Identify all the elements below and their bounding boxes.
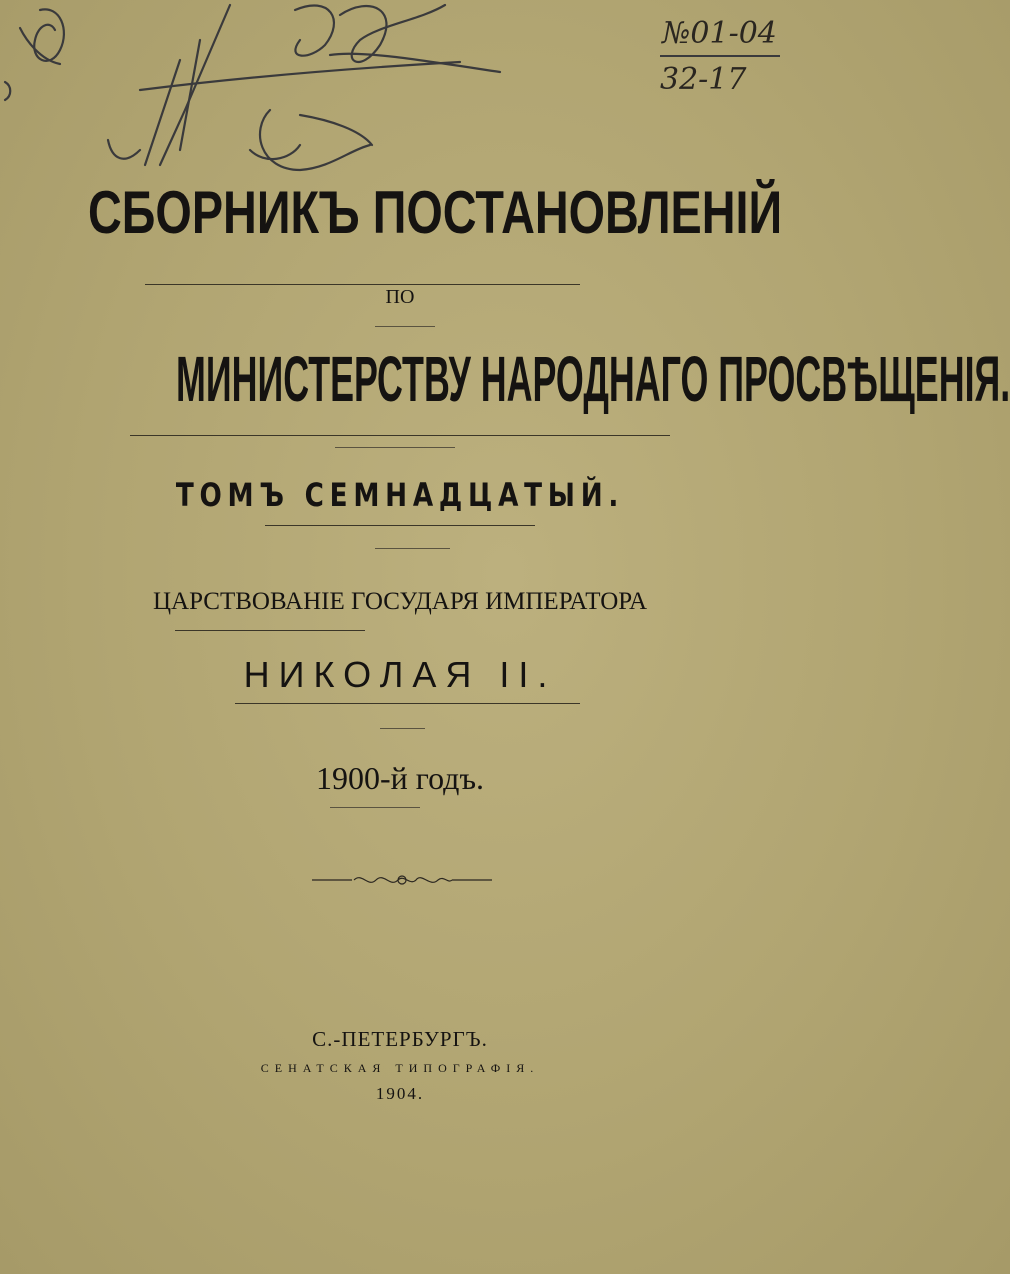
ministry-title: МИНИСТЕРСТВУ НАРОДНАГО ПРОСВѢЩЕНІЯ.	[176, 343, 1010, 415]
collection-title: СБОРНИКЪ ПОСТАНОВЛЕНІЙ	[88, 179, 783, 246]
reign-text: ЦАРСТВОВАНІЕ ГОСУДАРЯ ИМПЕРАТОРА	[152, 588, 648, 615]
divider-rule	[235, 703, 580, 704]
divider-rule	[380, 728, 425, 729]
preposition-text: ПО	[385, 286, 415, 308]
imprint-year: 1904.	[375, 1084, 425, 1103]
shelfmark-underline	[660, 55, 780, 57]
emperor-name: НИКОЛАЯ II.	[243, 654, 557, 695]
shelfmark-bottom: 32-17	[660, 62, 747, 97]
divider-rule	[175, 630, 365, 631]
divider-rule	[375, 548, 450, 549]
volume-title: ТОМЪ СЕМНАДЦАТЫЙ.	[175, 476, 625, 514]
divider-rule	[265, 525, 535, 526]
year-text: 1900-й годъ.	[315, 760, 484, 796]
divider-rule	[145, 284, 580, 285]
imprint-city: С.-ПЕТЕРБУРГЪ.	[312, 1027, 488, 1051]
divider-rule	[375, 326, 435, 327]
divider-rule	[335, 447, 455, 448]
divider-rule	[330, 807, 420, 808]
imprint-press: СЕНАТСКАЯ ТИПОГРАФІЯ.	[260, 1061, 540, 1075]
divider-rule	[130, 435, 670, 436]
ornament-flourish-icon	[312, 870, 492, 890]
shelfmark-top: №01-04	[662, 16, 777, 51]
